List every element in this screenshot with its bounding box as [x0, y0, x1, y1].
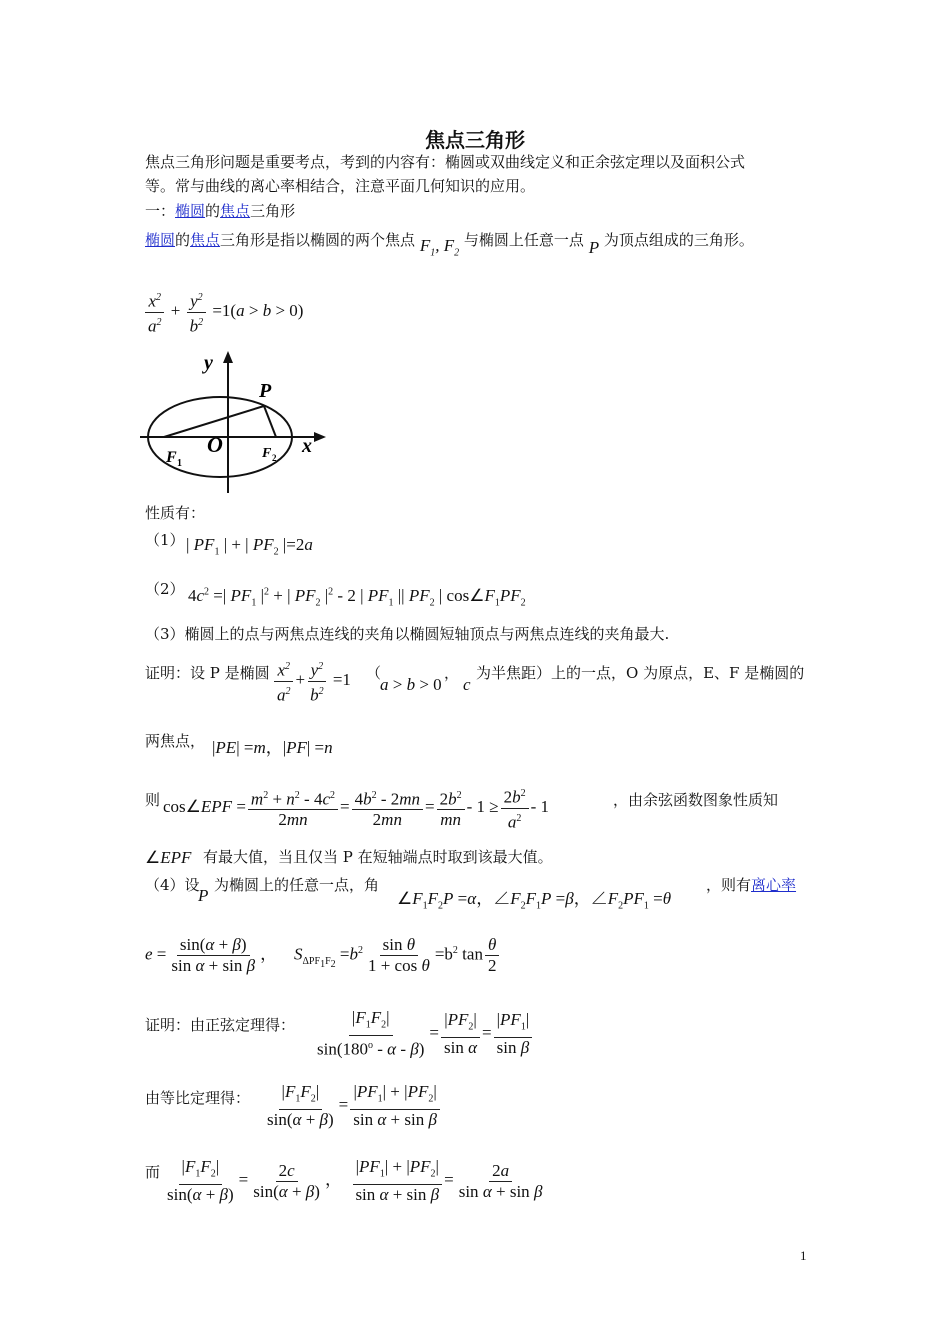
- proof1-text-d: 则: [145, 791, 161, 809]
- intro-line-2: 等。常与曲线的离心率相结合，注意平面几何知识的应用。: [145, 177, 536, 195]
- p4-text-b: 为椭圆上的任意一点，角: [214, 876, 380, 894]
- proof1-comma: ，: [444, 664, 460, 682]
- proof1-text-a: 证明：设 P 是椭圆: [145, 664, 270, 682]
- eccentricity-link[interactable]: 离心率: [751, 876, 797, 894]
- label-F1: F: [166, 449, 177, 466]
- property-1-label: （1）: [145, 531, 185, 549]
- proof2-text-a: 证明：由正弦定理得：: [145, 1016, 296, 1034]
- label-P: P: [259, 380, 272, 402]
- proof1-text-c: 两焦点，: [145, 732, 206, 750]
- property-2-label: （2）: [145, 580, 185, 598]
- x-axis-arrow-icon: [314, 432, 326, 442]
- p4-angles: $\angle F_1F_2P =\alpha$，$\angle F_2F_1P =\beta$，$\angle F_2PF_1 =\theta$: [397, 889, 672, 912]
- label-O: O: [207, 432, 223, 457]
- proof1-text-b: 为半焦距）上的一点，O 为原点，E、F 是椭圆的: [476, 664, 805, 682]
- def-text-1: 三角形是指以椭圆的两个焦点: [220, 231, 416, 249]
- sine-law-formula: $\frac{|F_1F_2|}{\sin(180^o - \alpha - \beta)}$ = $\frac{|PF_2|}{\text{sin α}}$ = $\frac{|PF_1|}{\text{sin β}}$: [312, 1008, 534, 1060]
- property-2-formula: $4c^2$ =| $PF_1$ $|^2$ + | $PF_2$ $|^2 - 2$ | $PF_1$ || $PF_2$ | $\cos\angle F_1PF_2$: [188, 586, 526, 609]
- label-F2-sub: 2: [272, 453, 277, 463]
- proof2-text-b: 由等比定理得：: [145, 1089, 251, 1107]
- area-formula: $S_{\Delta PF_1F_2} =b^2$ $\frac{\text{sin θ}}{\text{1 + cos θ}}$ $=b^2$ tan $\frac{\theta}{2}$: [294, 935, 501, 976]
- proof1-text-e: ，由余弦函数图象性质知: [613, 791, 779, 809]
- final-formula: $\frac{|F_1F_2|}{\sin(\alpha + \beta)}$ = $\frac{2c}{\sin(\alpha + \beta)}$ ， $\frac{|PF_1| + |PF_2|}{\text{sin α + sin β}}$ = $\frac{2a}{\text{sin α + sin β}}$: [167, 1157, 543, 1205]
- proof1-condition: a > b > 0: [380, 675, 442, 694]
- p4-result: [706, 874, 796, 896]
- section-suffix: 三角形: [250, 202, 296, 220]
- eccentricity-formula: e = $\frac{\sin(\alpha + \beta)}{\text{sin α + sin β}}$ ，: [145, 935, 278, 975]
- proof2-text-c: 而: [145, 1163, 161, 1181]
- ellipse-link-2[interactable]: 椭圆: [145, 231, 176, 249]
- label-F1-sub: 1: [177, 458, 182, 469]
- property-3-text: （3）椭圆上的点与两焦点连线的夹角以椭圆短轴顶点与两焦点连线的夹角最大.: [145, 625, 670, 643]
- proof1-cos-formula: cos∠EPF = $\frac{m^2 + n^2 - 4c^2}{2mn}$ = $\frac{4b^2 - 2mn}{2mn}$ = $\frac{2b^2}{mn}$ - 1 ≥ $\frac{2b^2}{a^2}$ - 1: [163, 784, 549, 832]
- label-F2: F: [262, 446, 272, 461]
- focus-link[interactable]: 焦点: [220, 202, 251, 220]
- focus-link-2[interactable]: 焦点: [190, 231, 221, 249]
- def-text-3: 为顶点组成的三角形。: [603, 231, 754, 249]
- def-text-2: 与椭圆上任意一点: [463, 231, 584, 249]
- section-heading: [145, 200, 295, 222]
- section-prefix: 一：: [145, 202, 176, 220]
- p4-point: P: [198, 886, 209, 905]
- definition-line: [145, 229, 754, 258]
- p4-text-c: ，则有: [706, 876, 752, 894]
- ellipse-equation: $\frac{x^2}{a^2}$ + $\frac{y^2}{b^2}$ =1(a > b > 0): [143, 288, 303, 336]
- ellipse-figure: [140, 345, 340, 497]
- page-number: 1: [800, 1248, 807, 1263]
- proof1-paren: （: [366, 664, 382, 682]
- proof1-c: c: [463, 675, 471, 694]
- ellipse-link[interactable]: 椭圆: [175, 202, 206, 220]
- intro-line-1: 焦点三角形问题是重要考点，考到的内容有：椭圆或双曲线定义和正余弦定理以及面积公式: [145, 153, 746, 171]
- def-point-math: P: [588, 238, 600, 257]
- proof1-text-f: 有最大值，当且仅当 P 在短轴端点时取到该最大值。: [203, 848, 553, 866]
- y-axis-arrow-icon: [223, 351, 233, 363]
- page-title: 焦点三角形: [425, 128, 525, 152]
- p4-text-a: （4）设: [145, 876, 200, 894]
- proof1-mn: |PE| =m，|PF| =n: [212, 738, 333, 757]
- section-mid: 的: [205, 202, 221, 220]
- label-y: y: [204, 352, 213, 374]
- properties-heading: 性质有：: [145, 504, 206, 522]
- def-mid: 的: [175, 231, 191, 249]
- ratio-law-formula: $\frac{|F_1F_2|}{\sin(\alpha + \beta)}$ = $\frac{|PF_1| + |PF_2|}{\text{sin α + sin β}}$: [262, 1082, 442, 1130]
- label-x: x: [302, 435, 312, 457]
- property-1-formula: | $PF_1$ | + | $PF_2$ |=2a: [186, 535, 313, 558]
- proof1-angle: ∠EPF: [145, 848, 192, 867]
- proof1-ellipse-eq: $\frac{x^2}{a^2}$ + $\frac{y^2}{b^2}$ =1: [272, 657, 351, 705]
- def-foci-math: $F_1$, $F_2$: [419, 236, 460, 259]
